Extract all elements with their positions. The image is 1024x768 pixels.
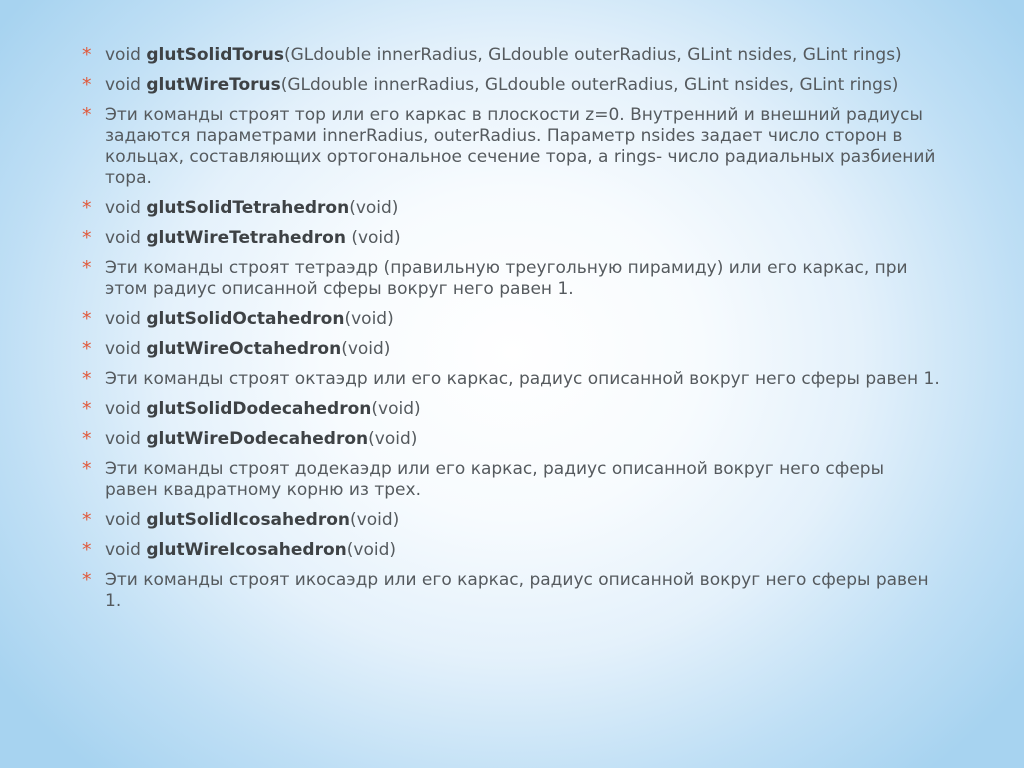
code-prefix: void [105, 198, 147, 218]
bullet-marker-icon: * [82, 257, 92, 279]
code-prefix: void [105, 45, 147, 65]
bullet-list [82, 45, 942, 621]
bullet-item [82, 45, 942, 66]
code-prefix: void [105, 540, 147, 560]
bullet-item [82, 540, 942, 561]
function-args: (void) [371, 399, 421, 419]
function-name: glutSolidTetrahedron [146, 198, 350, 218]
function-args: (GLdouble innerRadius, GLdouble outerRadius, GLint nsides, GLint rings) [283, 45, 902, 65]
function-args: (void) [341, 339, 391, 359]
bullet-item [82, 510, 942, 531]
bullet-marker-icon: * [82, 569, 92, 591]
bullet-item [82, 339, 942, 360]
bullet-item [82, 309, 942, 330]
bullet-item [82, 369, 942, 390]
bullet-marker-icon: * [82, 338, 92, 360]
function-name: glutWireTetrahedron [146, 228, 346, 248]
function-args: (void) [344, 309, 394, 329]
description-text: Эти команды строят додекаэдр или его каркас, радиус описанной вокруг него сферы равен квадратному корню из трех. [105, 459, 884, 500]
function-name: glutWireDodecahedron [146, 429, 369, 449]
description-text: Эти команды строят тор или его каркас в плоскости z=0. Внутренний и внешний радиусы задаются параметрами innerRadius, outerRadius. Параметр nsides задает число сторон в кольцах, составляющих ортогональное сечение тора, а rings- число радиальных разбиений тора. [105, 105, 936, 188]
function-name: glutSolidOctahedron [146, 309, 345, 329]
bullet-marker-icon: * [82, 539, 92, 561]
function-args: (void) [349, 198, 399, 218]
bullet-marker-icon: * [82, 104, 92, 126]
function-args: (GLdouble innerRadius, GLdouble outerRadius, GLint nsides, GLint rings) [280, 75, 899, 95]
bullet-item [82, 228, 942, 249]
bullet-marker-icon: * [82, 197, 92, 219]
bullet-item [82, 105, 942, 189]
function-name: glutSolidTorus [146, 45, 284, 65]
code-prefix: void [105, 339, 147, 359]
bullet-item [82, 399, 942, 420]
bullet-item [82, 459, 942, 501]
description-text: Эти команды строят тетраэдр (правильную треугольную пирамиду) или его каркас, при этом радиус описанной сферы вокруг него равен 1. [105, 258, 908, 299]
function-name: glutWireIcosahedron [146, 540, 347, 560]
code-prefix: void [105, 399, 147, 419]
function-args: (void) [368, 429, 418, 449]
code-prefix: void [105, 510, 147, 530]
bullet-item [82, 429, 942, 450]
function-args: (void) [350, 510, 400, 530]
bullet-marker-icon: * [82, 308, 92, 330]
function-args: (void) [345, 228, 401, 248]
code-prefix: void [105, 75, 147, 95]
description-text: Эти команды строят икосаэдр или его каркас, радиус описанной вокруг него сферы равен 1. [105, 570, 929, 611]
bullet-item [82, 75, 942, 96]
code-prefix: void [105, 228, 147, 248]
function-name: glutWireTorus [146, 75, 281, 95]
bullet-marker-icon: * [82, 509, 92, 531]
bullet-item [82, 570, 942, 612]
function-name: glutWireOctahedron [146, 339, 342, 359]
bullet-marker-icon: * [82, 458, 92, 480]
function-args: (void) [346, 540, 396, 560]
bullet-marker-icon: * [82, 74, 92, 96]
bullet-marker-icon: * [82, 227, 92, 249]
code-prefix: void [105, 309, 147, 329]
function-name: glutSolidIcosahedron [146, 510, 351, 530]
bullet-marker-icon: * [82, 44, 92, 66]
bullet-marker-icon: * [82, 368, 92, 390]
bullet-item [82, 198, 942, 219]
bullet-item [82, 258, 942, 300]
function-name: glutSolidDodecahedron [146, 399, 372, 419]
code-prefix: void [105, 429, 147, 449]
description-text: Эти команды строят октаэдр или его каркас, радиус описанной вокруг него сферы равен 1. [105, 369, 940, 389]
bullet-marker-icon: * [82, 428, 92, 450]
bullet-marker-icon: * [82, 398, 92, 420]
